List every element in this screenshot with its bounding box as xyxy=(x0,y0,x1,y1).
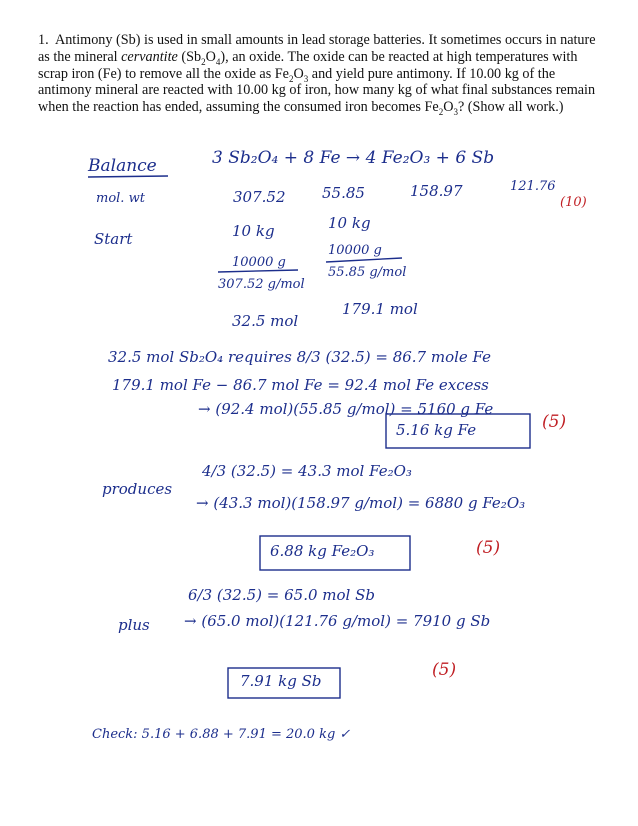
answer-fe2o3: 6.88 kg Fe₂O₃ xyxy=(270,542,375,560)
subscript: 2 xyxy=(201,56,206,67)
frac1-numerator: 10000 g xyxy=(232,255,286,270)
subscript: 3 xyxy=(453,107,458,118)
line-mass-fe: → (92.4 mol)(55.85 g/mol) = 5160 g Fe xyxy=(198,400,494,418)
score-balance: (10) xyxy=(560,195,587,210)
subscript: 2 xyxy=(438,107,444,118)
plus-label: plus xyxy=(118,616,150,634)
box-fe2o3 xyxy=(260,536,410,570)
problem-text: and yield pure antimony. If 10.00 kg of the antimony mineral are reacted with 10.00 kg of iron, how many kg of what final substances remain when the reaction has ended, assuming the consumed iron becomes Fe xyxy=(38,65,596,116)
balance-underline xyxy=(88,176,168,177)
problem-number: 1. xyxy=(38,32,49,48)
line-plus: 6/3 (32.5) = 65.0 mol Sb xyxy=(188,586,375,604)
line-requires: 32.5 mol Sb₂O₄ requires 8/3 (32.5) = 86.7 mole Fe xyxy=(108,348,492,366)
line-excess: 179.1 mol Fe − 86.7 mol Fe = 92.4 mol Fe excess xyxy=(112,376,489,394)
moles-sb2o4: 32.5 mol xyxy=(232,312,299,330)
answer-fe: 5.16 kg Fe xyxy=(396,421,477,439)
balance-label: Balance xyxy=(88,156,157,176)
subscript: 3 xyxy=(303,73,309,84)
frac2-numerator: 10000 g xyxy=(328,243,382,258)
line-mass-sb: → (65.0 mol)(121.76 g/mol) = 7910 g Sb xyxy=(184,612,491,630)
answer-sb: 7.91 kg Sb xyxy=(240,672,322,690)
frac2-bar xyxy=(326,258,402,262)
start-mass-sb2o4: 10 kg xyxy=(232,222,275,240)
problem-text: O xyxy=(205,48,216,65)
molwt-sb: 121.76 xyxy=(510,179,556,194)
score-fe2o3: (5) xyxy=(476,538,501,558)
problem-text: Antimony (Sb) is used in small amounts in lead storage batteries. It sometimes occurs in nature as the mineral xyxy=(38,32,596,65)
box-fe xyxy=(386,414,530,448)
frac2-denominator: 55.85 g/mol xyxy=(328,265,407,280)
line-produces: 4/3 (32.5) = 43.3 mol Fe₂O₃ xyxy=(202,462,412,480)
balanced-equation: 3 Sb₂O₄ + 8 Fe → 4 Fe₂O₃ + 6 Sb xyxy=(212,148,495,168)
score-fe: (5) xyxy=(542,412,567,432)
frac1-bar xyxy=(218,270,298,272)
problem-text: O xyxy=(443,99,454,116)
problem-text: O xyxy=(293,65,304,82)
moles-fe: 179.1 mol xyxy=(342,300,418,318)
check-line: Check: 5.16 + 6.88 + 7.91 = 20.0 kg ✓ xyxy=(92,727,351,742)
problem-text: ? (Show all work.) xyxy=(457,99,564,116)
box-sb xyxy=(228,668,340,698)
produces-label: produces xyxy=(102,480,173,498)
frac1-denominator: 307.52 g/mol xyxy=(218,277,305,292)
subscript: 2 xyxy=(288,73,294,84)
score-sb: (5) xyxy=(432,660,457,680)
problem-text: ), an oxide. The oxide can be reacted at high temperatures with scrap iron (Fe) to remove all the oxide as Fe xyxy=(38,48,578,82)
subscript: 4 xyxy=(215,56,221,67)
line-mass-fe2o3: → (43.3 mol)(158.97 g/mol) = 6880 g Fe₂O₃ xyxy=(196,494,526,512)
molwt-fe: 55.85 xyxy=(322,184,365,202)
start-mass-fe: 10 kg xyxy=(328,214,371,232)
molwt-label: mol. wt xyxy=(96,191,145,206)
problem-text: (Sb xyxy=(177,48,202,65)
molwt-fe2o3: 158.97 xyxy=(410,182,463,200)
molwt-sb2o4: 307.52 xyxy=(233,188,286,206)
start-label: Start xyxy=(94,230,133,248)
mineral-name: cervantite xyxy=(121,48,178,65)
